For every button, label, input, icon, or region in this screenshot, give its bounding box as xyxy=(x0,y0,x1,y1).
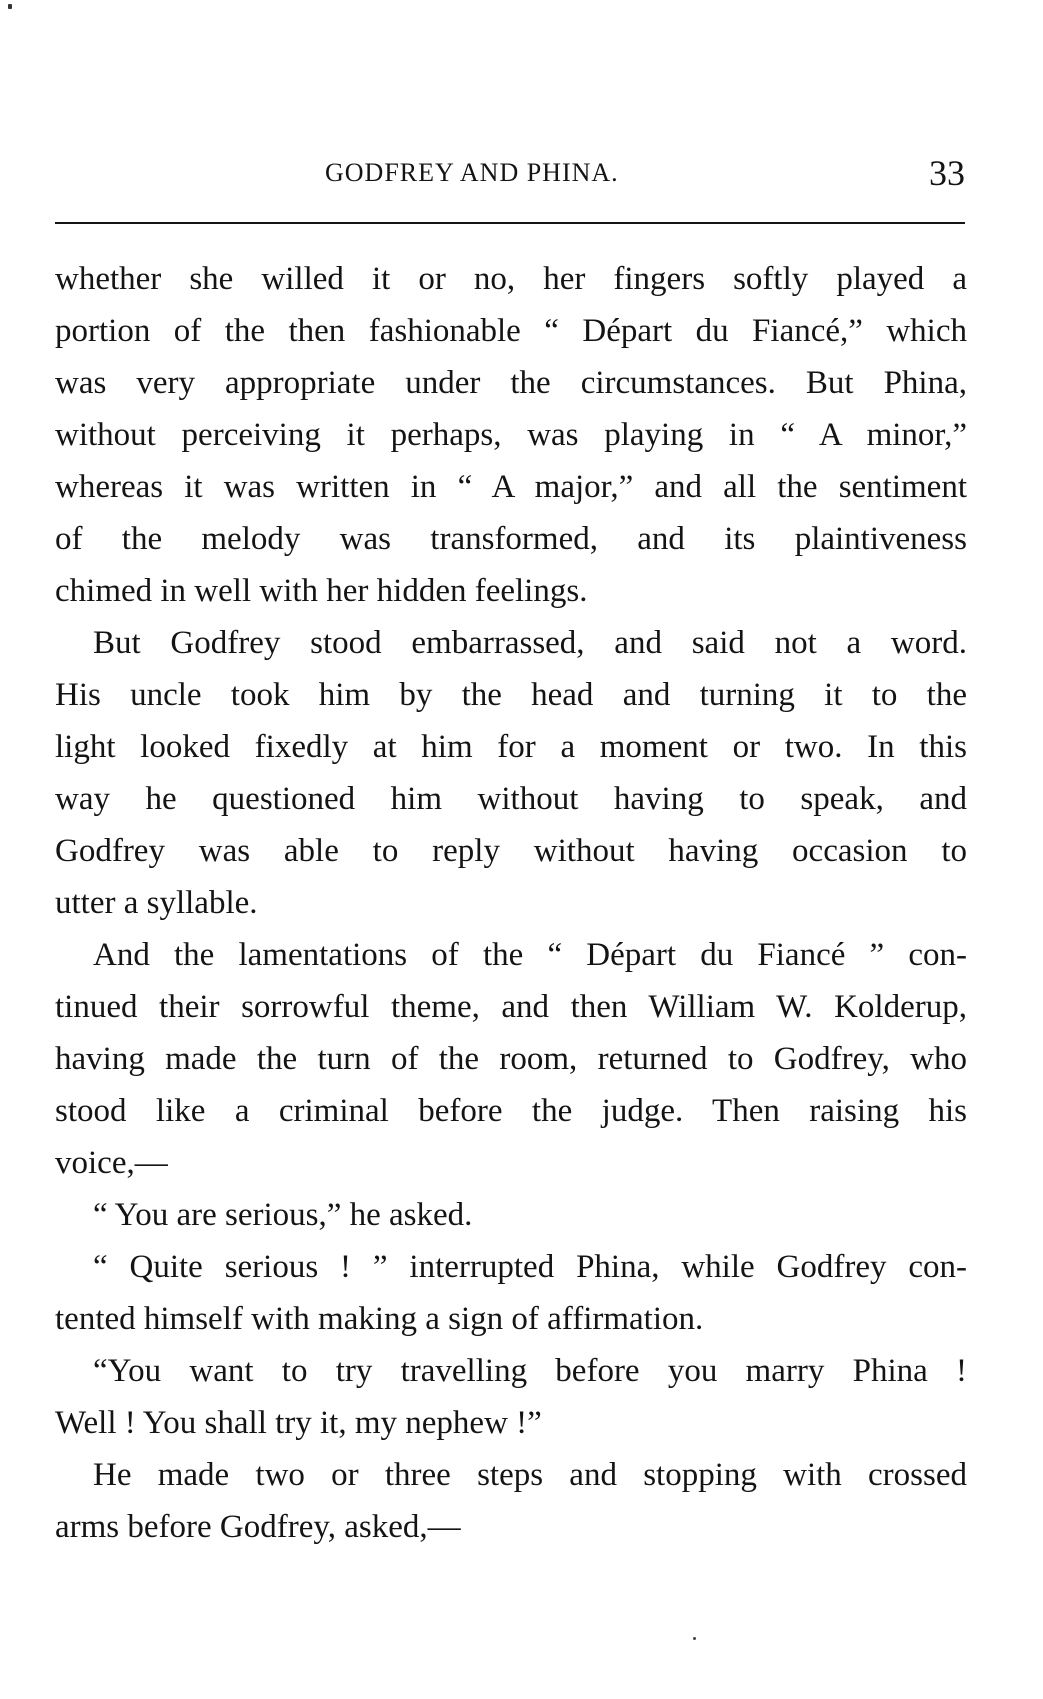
text-line: utter a syllable. xyxy=(55,885,258,921)
text-line: tinued their sorrowful theme, and then William W. Kolderup, xyxy=(55,989,967,1025)
text-line: light looked fixedly at him for a moment or two. In this xyxy=(55,729,967,765)
body-text xyxy=(55,253,967,1553)
text-line: stood like a criminal before the judge. Then raising his xyxy=(55,1093,967,1129)
text-line: of the melody was transformed, and its plaintiveness xyxy=(55,521,967,557)
text-line: tented himself with making a sign of affirmation. xyxy=(55,1301,704,1337)
text-line: having made the turn of the room, returned to Godfrey, who xyxy=(55,1041,967,1077)
page-number: 33 xyxy=(929,153,965,193)
text-line: Godfrey was able to reply without having occasion to xyxy=(55,833,967,869)
text-line: was very appropriate under the circumstances. But Phina, xyxy=(55,365,967,401)
text-line: without perceiving it perhaps, was playing in “ A minor,” xyxy=(55,417,967,453)
text-line: But Godfrey stood embarrassed, and said not a word. xyxy=(93,625,967,661)
text-line: whether she willed it or no, her fingers softly played a xyxy=(55,261,967,297)
print-speck xyxy=(693,1637,696,1640)
text-line: whereas it was written in “ A major,” and all the sentiment xyxy=(55,469,967,505)
print-speck xyxy=(8,4,12,9)
header-rule xyxy=(55,222,965,224)
text-line: arms before Godfrey, asked,— xyxy=(55,1509,461,1545)
text-line: voice,— xyxy=(55,1145,168,1181)
text-line: chimed in well with her hidden feelings. xyxy=(55,573,588,609)
text-line: way he questioned him without having to speak, and xyxy=(55,781,967,817)
text-line: He made two or three steps and stopping with crossed xyxy=(93,1457,967,1493)
running-title: GODFREY AND PHINA. xyxy=(325,158,619,187)
text-line: “ You are serious,” he asked. xyxy=(93,1197,473,1233)
text-line: portion of the then fashionable “ Départ du Fiancé,” which xyxy=(55,313,967,349)
text-line: “You want to try travelling before you marry Phina ! xyxy=(93,1353,967,1389)
text-line: His uncle took him by the head and turning it to the xyxy=(55,677,967,713)
running-header xyxy=(55,152,965,202)
text-line: Well ! You shall try it, my nephew !” xyxy=(55,1405,542,1441)
text-line: And the lamentations of the “ Départ du Fiancé ” con- xyxy=(93,937,967,973)
text-line: “ Quite serious ! ” interrupted Phina, while Godfrey con- xyxy=(93,1249,967,1285)
